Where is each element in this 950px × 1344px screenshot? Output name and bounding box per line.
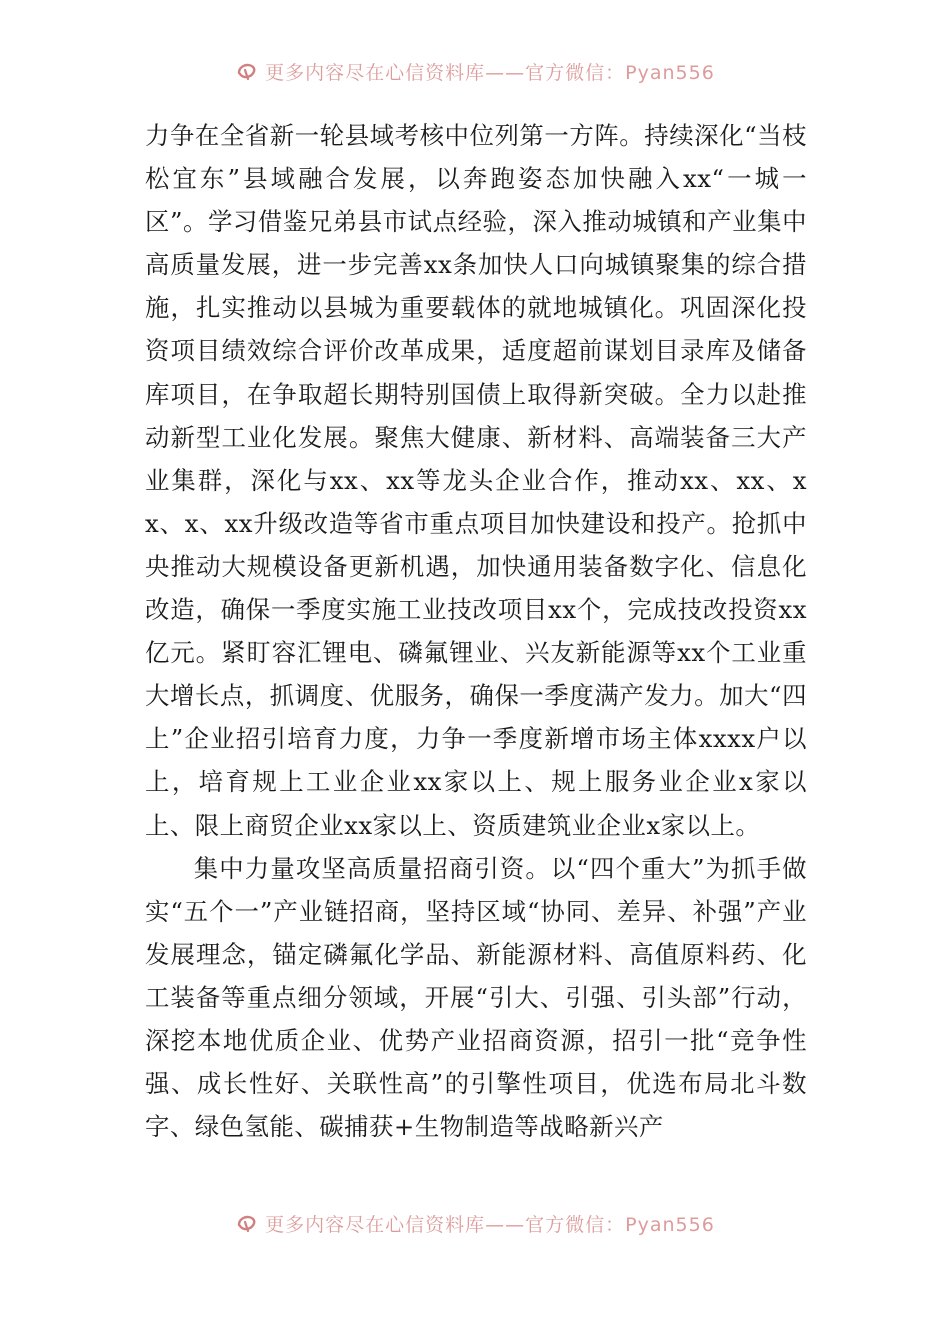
watermark-logo-icon	[235, 59, 259, 83]
footer-watermark	[0, 1208, 950, 1238]
watermark-text: 更多内容尽在心信资料库——官方微信：Pyan556	[265, 61, 715, 84]
header-watermark	[0, 56, 950, 86]
body-paragraph-1: 力争在全省新一轮县域考核中位列第一方阵。持续深化“当枝松宜东”县域融合发展，以奔跑姿态加快融入xx“一城一区”。学习借鉴兄弟县市试点经验，深入推动城镇和产业集中高质量发展，进一步完善xx条加快人口向城镇聚集的综合措施，扎实推动以县城为重要载体的就地城镇化。巩固深化投资项目绩效综合评价改革成果，适度超前谋划目录库及储备库项目，在争取超长期特别国债上取得新突破。全力以赴推动新型工业化发展。聚焦大健康、新材料、高端装备三大产业集群，深化与xx、xx等龙头企业合作，推动xx、xx、xx、x、xx升级改造等省市重点项目加快建设和投产。抢抓中央推动大规模设备更新机遇，加快通用装备数字化、信息化改造，确保一季度实施工业技改项目xx个，完成技改投资xx亿元。紧盯容汇锂电、磷氟锂业、兴友新能源等xx个工业重大增长点，抓调度、优服务，确保一季度满产发力。加大“四上”企业招引培育力度，力争一季度新增市场主体xxxx户以上，培育规上工业企业xx家以上、规上服务业企业x家以上、限上商贸企业xx家以上、资质建筑业企业x家以上。	[145, 121, 807, 840]
watermark-text: 更多内容尽在心信资料库——官方微信：Pyan556	[265, 1213, 715, 1236]
body-paragraph-2: 集中力量攻坚高质量招商引资。以“四个重大”为抓手做实“五个一”产业链招商，坚持区域“协同、差异、补强”产业发展理念，锚定磷氟化学品、新能源材料、高值原料药、化工装备等重点细分领域，开展“引大、引强、引头部”行动，深挖本地优质企业、优势产业招商资源，招引一批“竞争性强、成长性好、关联性高”的引擎性项目，优选布局北斗数字、绿色氢能、碳捕获+生物制造等战略新兴产	[145, 853, 807, 1142]
document-body	[145, 114, 807, 1148]
watermark-logo-icon	[235, 1211, 259, 1235]
